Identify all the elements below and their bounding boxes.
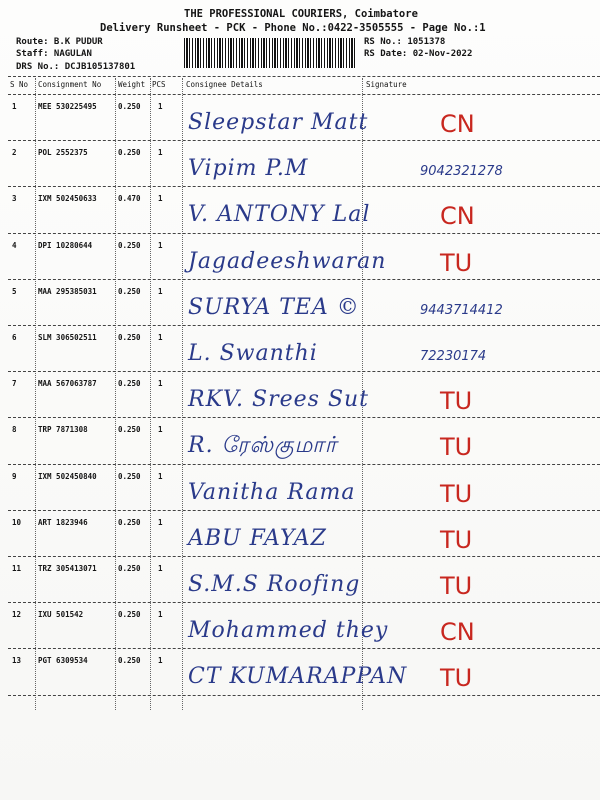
row-separator [8, 510, 600, 511]
row-sno: 13 [12, 656, 22, 666]
row-pcs: 1 [158, 656, 163, 666]
row-separator [8, 233, 600, 234]
row-separator [8, 140, 600, 141]
row-sno: 10 [12, 517, 22, 527]
company-name: THE PROFESSIONAL COURIERS, Coimbatore [184, 8, 418, 20]
row-separator [8, 602, 600, 603]
row-weight: 0.250 [118, 471, 141, 481]
row-separator [8, 464, 600, 465]
row-separator [8, 648, 600, 649]
row-signature: TU [440, 387, 473, 416]
row-pcs: 1 [158, 148, 163, 158]
row-weight: 0.250 [118, 333, 141, 342]
row-consignee-handwriting: V. ANTONY Lal [188, 202, 371, 228]
row-pcs: 1 [158, 471, 163, 481]
route-label: Route: B.K PUDUR [16, 37, 103, 47]
runsheet-title: Delivery Runsheet - PCK - Phone No.:0422-3505555 - Page No.:1 [100, 22, 486, 34]
row-signature: TU [440, 479, 473, 508]
col-consignment: Consignment No [38, 80, 102, 89]
row-pcs: 1 [158, 333, 163, 342]
rs-number: RS No.: 1051378 [364, 37, 446, 47]
row-separator [8, 371, 600, 372]
row-consignee-handwriting: ABU FAYAZ [188, 525, 327, 551]
row-weight: 0.250 [118, 379, 141, 389]
row-pcs: 1 [158, 425, 163, 435]
row-consignment-no: PGT 6309534 [38, 656, 88, 666]
row-weight: 0.250 [118, 240, 141, 250]
col-pcs: PCS [152, 80, 166, 89]
row-consignee-handwriting: S.M.S Roofing [188, 572, 361, 597]
row-weight: 0.250 [118, 148, 141, 158]
row-sno: 7 [12, 379, 17, 389]
row-weight: 0.250 [118, 286, 141, 296]
row-consignee-handwriting: R. ரேஸ்குமார் [188, 433, 338, 459]
row-sno: 9 [12, 471, 17, 481]
row-consignment-no: SLM 306502511 [38, 333, 97, 342]
row-sno: 6 [12, 333, 17, 342]
col-divider [35, 78, 36, 710]
row-separator [8, 186, 600, 187]
row-pcs: 1 [158, 286, 163, 296]
row-sno: 4 [12, 240, 17, 250]
row-sno: 12 [12, 610, 22, 620]
row-weight: 0.250 [118, 656, 141, 666]
row-signature: TU [440, 525, 473, 554]
row-separator [8, 279, 600, 280]
row-consignment-no: IXM 502450633 [38, 194, 97, 204]
row-signature: TU [440, 433, 473, 462]
row-consignee-handwriting: Sleepstar Matt [188, 110, 369, 135]
header-bottom-rule [8, 94, 600, 95]
col-consignee: Consignee Details [186, 80, 263, 89]
row-signature: CN [440, 618, 475, 647]
row-signature: TU [440, 572, 473, 600]
row-signature: CN [440, 202, 475, 231]
barcode [184, 38, 356, 68]
row-pcs: 1 [158, 564, 163, 573]
row-consignment-no: IXM 502450840 [38, 471, 97, 481]
row-consignment-no: TRP 7871308 [38, 425, 88, 435]
row-signature: TU [440, 248, 473, 277]
row-weight: 0.250 [118, 425, 141, 435]
row-signature: 72230174 [420, 349, 487, 364]
row-consignee-handwriting: CT KUMARAPPAN [188, 664, 408, 690]
row-consignment-no: ART 1823946 [38, 517, 88, 527]
row-pcs: 1 [158, 379, 163, 389]
staff-label: Staff: NAGULAN [16, 49, 92, 59]
rs-date: RS Date: 02-Nov-2022 [364, 49, 473, 59]
row-consignee-handwriting: Vipim P.M [188, 156, 309, 182]
col-divider [115, 78, 116, 710]
row-consignee-handwriting: L. Swanthi [188, 341, 318, 366]
row-pcs: 1 [158, 610, 163, 620]
row-separator [8, 325, 600, 326]
row-consignment-no: MAA 567063787 [38, 379, 97, 389]
row-consignment-no: MEE 530225495 [38, 102, 97, 111]
col-divider [150, 78, 151, 710]
row-consignee-handwriting: Jagadeeshwaran [188, 248, 387, 274]
row-sno: 8 [12, 425, 17, 435]
col-sno: S No [10, 80, 29, 89]
row-signature: 9443714412 [420, 302, 503, 318]
row-pcs: 1 [158, 102, 163, 111]
col-divider [182, 78, 183, 710]
row-sno: 3 [12, 194, 17, 204]
row-weight: 0.470 [118, 194, 141, 204]
row-sno: 11 [12, 564, 22, 573]
row-separator [8, 695, 600, 696]
row-consignee-handwriting: SURYA TEA © [188, 294, 360, 320]
header-top-rule [8, 76, 600, 77]
drs-number: DRS No.: DCJB105137801 [16, 62, 136, 72]
row-signature: TU [440, 664, 473, 693]
row-consignment-no: TRZ 305413071 [38, 564, 97, 573]
row-consignee-handwriting: RKV. Srees Sut [188, 387, 370, 413]
row-pcs: 1 [158, 517, 163, 527]
row-consignment-no: IXU 501542 [38, 610, 84, 620]
row-weight: 0.250 [118, 564, 141, 573]
row-consignment-no: MAA 295385031 [38, 286, 97, 296]
row-sno: 2 [12, 148, 17, 158]
row-sno: 5 [12, 286, 17, 296]
row-separator [8, 556, 600, 557]
col-signature: Signature [366, 80, 407, 89]
row-weight: 0.250 [118, 610, 141, 620]
row-consignee-handwriting: Mohammed they [188, 618, 389, 644]
row-pcs: 1 [158, 194, 163, 204]
row-signature: CN [440, 110, 475, 138]
row-pcs: 1 [158, 240, 163, 250]
row-separator [8, 417, 600, 418]
row-consignment-no: DPI 10280644 [38, 240, 93, 250]
row-sno: 1 [12, 102, 17, 111]
row-weight: 0.250 [118, 517, 141, 527]
row-consignment-no: POL 2552375 [38, 148, 88, 158]
row-consignee-handwriting: Vanitha Rama [188, 479, 356, 505]
row-signature: 9042321278 [420, 164, 503, 180]
row-weight: 0.250 [118, 102, 141, 111]
col-weight: Weight [118, 80, 146, 89]
